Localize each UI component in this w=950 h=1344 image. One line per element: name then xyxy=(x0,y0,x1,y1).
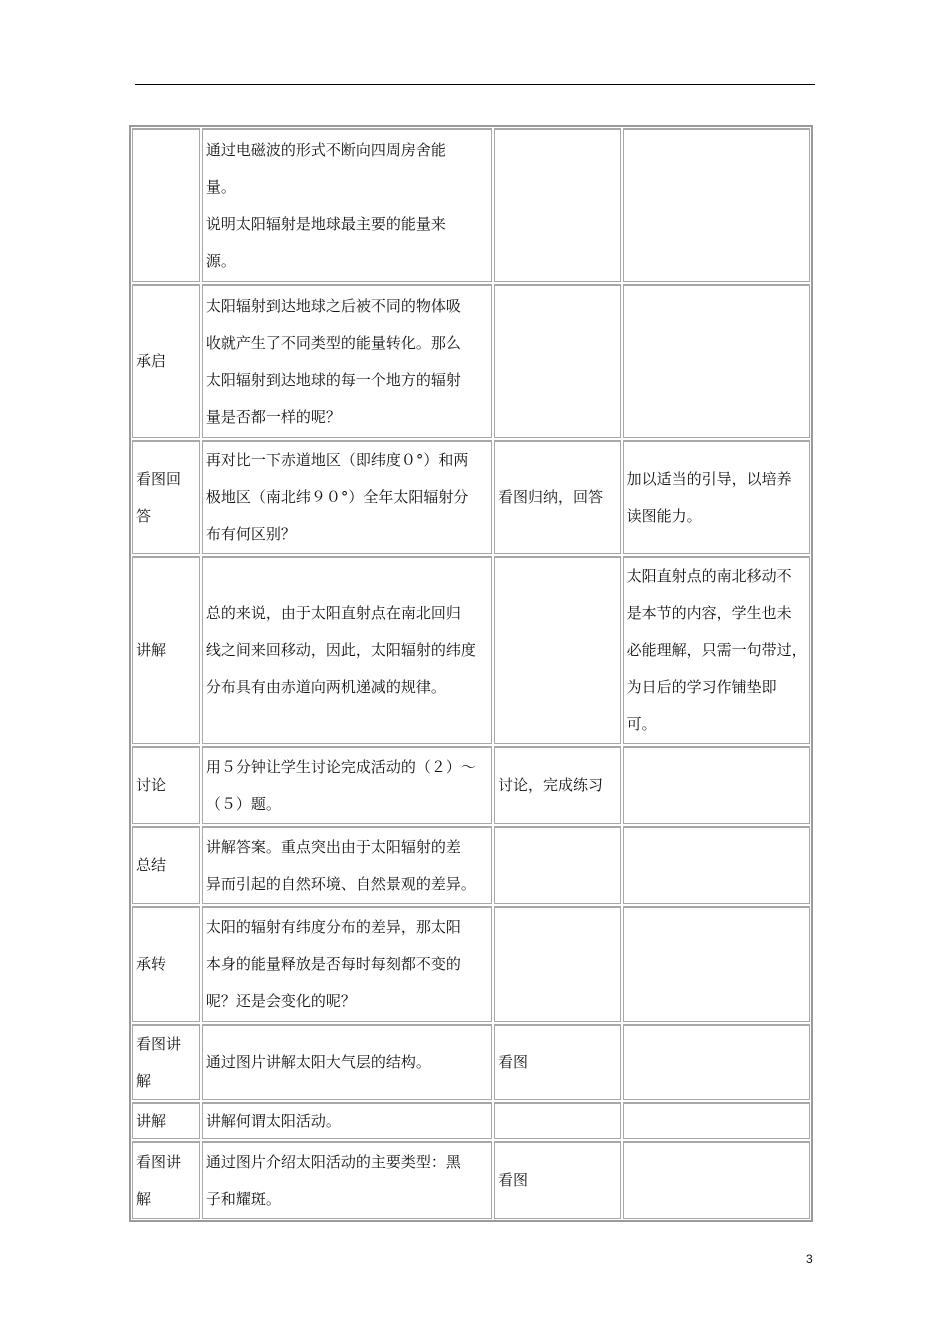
student-activity-cell xyxy=(494,826,621,904)
teacher-activity-cell xyxy=(202,1024,492,1100)
design-intent-cell xyxy=(623,746,810,824)
table-row xyxy=(132,1102,810,1139)
teacher-activity-cell xyxy=(202,906,492,1022)
step-text: 讲解 xyxy=(136,641,167,659)
step-text: 讨论 xyxy=(136,776,167,794)
step-cell xyxy=(132,128,200,282)
step-cell xyxy=(132,284,200,438)
design-intent-cell xyxy=(623,1102,810,1139)
step-cell xyxy=(132,826,200,904)
student-activity-cell xyxy=(494,284,621,438)
header-rule xyxy=(135,84,815,85)
design-intent-text: 太阳直射点的南北移动不 是本节的内容，学生也未 必能理解，只需一句带过， 为日后的学习作铺垫即 可。 xyxy=(626,567,807,733)
teacher-activity-cell xyxy=(202,1141,492,1219)
teacher-activity-cell xyxy=(202,440,492,554)
teacher-activity-cell xyxy=(202,826,492,904)
teacher-activity-text: 讲解答案。重点突出由于太阳辐射的差 异而引起的自然环境、自然景观的差异。 xyxy=(205,837,476,893)
step-cell xyxy=(132,906,200,1022)
step-text: 讲解 xyxy=(136,1111,167,1130)
student-activity-cell xyxy=(494,746,621,824)
table-row xyxy=(132,1141,810,1219)
step-cell xyxy=(132,440,200,554)
teacher-activity-text: 再对比一下赤道地区（即纬度０°）和两 极地区（南北纬９０°）全年太阳辐射分 布有何区别？ xyxy=(205,451,469,543)
teacher-activity-cell xyxy=(202,556,492,744)
step-cell xyxy=(132,556,200,744)
student-activity-text: 看图归纳，回答 xyxy=(497,488,603,506)
student-activity-text: 讨论，完成练习 xyxy=(497,776,603,794)
design-intent-cell xyxy=(623,440,810,554)
table-row xyxy=(132,746,810,824)
teacher-activity-cell xyxy=(202,128,492,282)
step-text: 承启 xyxy=(136,352,167,370)
step-cell xyxy=(132,1102,200,1139)
teacher-activity-text: 用５分钟让学生讨论完成活动的（２）～ （５）题。 xyxy=(205,757,476,813)
step-cell xyxy=(132,1141,200,1219)
table-row xyxy=(132,826,810,904)
student-activity-text: 看图 xyxy=(497,1053,528,1071)
student-activity-cell xyxy=(494,1024,621,1100)
step-cell xyxy=(132,1024,200,1100)
teacher-activity-text: 通过电磁波的形式不断向四周房舍能 量。 说明太阳辐射是地球最主要的能量来 源。 xyxy=(205,140,446,270)
step-text: 看图讲 解 xyxy=(136,1034,182,1090)
page-number: 3 xyxy=(806,1252,813,1266)
student-activity-cell xyxy=(494,128,621,282)
design-intent-cell xyxy=(623,906,810,1022)
student-activity-cell xyxy=(494,1141,621,1219)
teacher-activity-cell xyxy=(202,1102,492,1139)
table-row xyxy=(132,284,810,438)
teacher-activity-cell xyxy=(202,284,492,438)
teacher-activity-text: 通过图片介绍太阳活动的主要类型：黑 子和耀斑。 xyxy=(205,1152,461,1208)
student-activity-cell xyxy=(494,1102,621,1139)
step-text: 总结 xyxy=(136,856,167,874)
step-cell xyxy=(132,746,200,824)
table-row xyxy=(132,556,810,744)
student-activity-text: 看图 xyxy=(497,1171,528,1189)
teacher-activity-text: 太阳辐射到达地球之后被不同的物体吸 收就产生了不同类型的能量转化。那么 太阳辐射到达地球的每一个地方的辐射 量是否都一样的呢？ xyxy=(205,296,461,426)
design-intent-text: 加以适当的引导，以培养 读图能力。 xyxy=(626,469,792,525)
teacher-activity-cell xyxy=(202,746,492,824)
step-text: 承转 xyxy=(136,955,167,973)
student-activity-cell xyxy=(494,906,621,1022)
design-intent-cell xyxy=(623,826,810,904)
design-intent-cell xyxy=(623,556,810,744)
lesson-plan-table xyxy=(129,125,813,1222)
student-activity-cell xyxy=(494,556,621,744)
teacher-activity-text: 太阳的辐射有纬度分布的差异，那太阳 本身的能量释放是否每时每刻都不变的 呢？还是会变化的呢？ xyxy=(205,918,461,1010)
design-intent-cell xyxy=(623,284,810,438)
table-row xyxy=(132,906,810,1022)
step-text: 看图回 答 xyxy=(136,469,182,525)
table-row xyxy=(132,128,810,282)
teacher-activity-text: 通过图片讲解太阳大气层的结构。 xyxy=(205,1053,431,1071)
teacher-activity-text: 总的来说，由于太阳直射点在南北回归 线之间来回移动，因此，太阳辐射的纬度 分布具有由赤道向两机递减的规律。 xyxy=(205,604,476,696)
table-row xyxy=(132,440,810,554)
design-intent-cell xyxy=(623,128,810,282)
student-activity-cell xyxy=(494,440,621,554)
table-row xyxy=(132,1024,810,1100)
design-intent-cell xyxy=(623,1141,810,1219)
design-intent-cell xyxy=(623,1024,810,1100)
step-text: 看图讲 解 xyxy=(136,1152,182,1208)
teacher-activity-text: 讲解何谓太阳活动。 xyxy=(205,1111,341,1130)
